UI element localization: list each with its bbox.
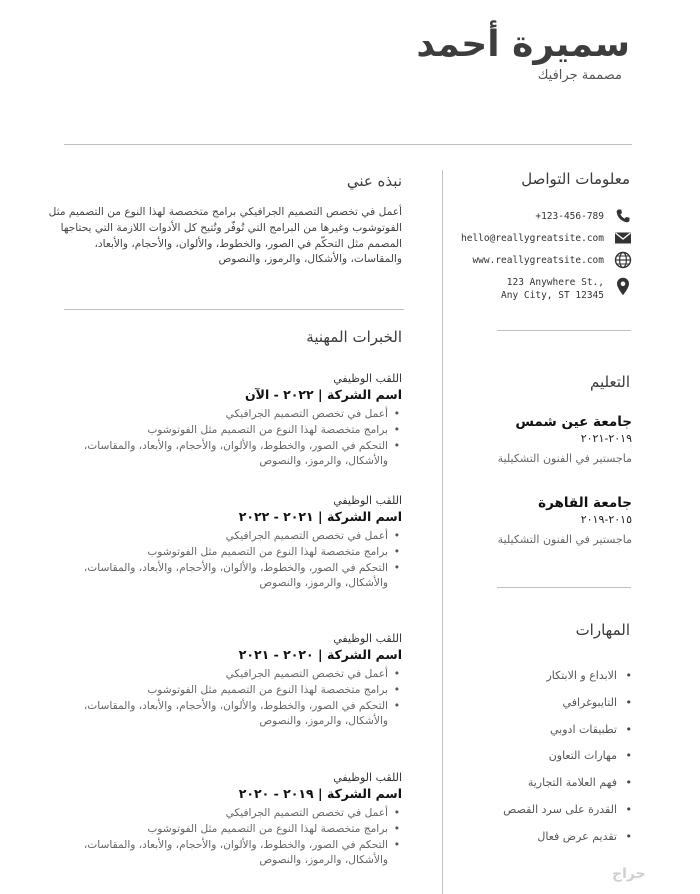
job-bullet: • برامج متخصصة لهذا النوع من التصميم مثل الفوتوشوب (42, 423, 402, 439)
skill-item: • فهم العلامة التجارية (503, 774, 632, 801)
column-divider (442, 170, 443, 894)
education-degree: ماجستير في الفنون التشكيلية (497, 452, 632, 465)
job-title: اللقب الوظيفي (333, 494, 402, 507)
contact-phone (535, 207, 632, 225)
skill-item: • تقديم عرض فعال (503, 828, 632, 855)
job-entry (42, 771, 402, 869)
job-bullet: • التحكم في الصور، والخطوط، والألوان، والأحجام، والأبعاد، والمقاسات، والأشكال، والرموز، والنصوص (42, 561, 402, 593)
location-pin-icon (614, 276, 632, 296)
skill-item: • التايبوغرافي (503, 694, 632, 721)
resume-name: سميرة أحمد (416, 24, 630, 65)
job-bullets (42, 667, 402, 730)
job-bullet: • التحكم في الصور، والخطوط، والألوان، والأحجام، والأبعاد، والمقاسات، والأشكال، والرموز، والنصوص (42, 699, 402, 731)
header-divider (64, 144, 632, 145)
job-company-dates: اسم الشركة | ٢٠٢٢ - الآن (244, 387, 402, 402)
watermark-logo: حراج (612, 866, 646, 882)
phone-icon (614, 207, 632, 225)
job-bullet: • أعمل في تخصص التصميم الجرافيكي (42, 407, 402, 423)
education-years: ٢٠١٥-٢٠١٩ (580, 513, 632, 526)
skill-item: • تطبيقات ادوبي (503, 721, 632, 748)
job-title: اللقب الوظيفي (333, 771, 402, 784)
skills-heading: المهارات (575, 621, 630, 639)
job-bullets (42, 529, 402, 592)
address-line-1: 123 Anywhere St., (506, 277, 604, 288)
contact-divider (497, 330, 631, 331)
address-text (501, 276, 604, 302)
address-line-2: Any City, ST 12345 (501, 290, 604, 301)
job-bullet: • التحكم في الصور، والخطوط، والألوان، والأحجام، والأبعاد، والمقاسات، والأشكال، والرموز، والنصوص (42, 838, 402, 870)
job-bullet: • برامج متخصصة لهذا النوع من التصميم مثل الفوتوشوب (42, 545, 402, 561)
job-bullet: • برامج متخصصة لهذا النوع من التصميم مثل الفوتوشوب (42, 683, 402, 699)
job-company-dates: اسم الشركة | ٢٠٢٠ - ٢٠٢١ (238, 647, 402, 662)
job-entry (42, 632, 402, 730)
job-company-dates: اسم الشركة | ٢٠١٩ - ٢٠٢٠ (238, 786, 402, 801)
job-bullet: • أعمل في تخصص التصميم الجرافيكي (42, 806, 402, 822)
about-heading: نبذه عني (346, 172, 402, 190)
contact-email (461, 229, 632, 247)
job-bullets (42, 407, 402, 470)
skill-item: • الابداع و الابتكار (503, 667, 632, 694)
skills-list (503, 667, 632, 855)
email-text: hello@reallygreatsite.com (461, 233, 604, 244)
contact-website (472, 251, 632, 269)
job-bullets (42, 806, 402, 869)
education-school: جامعة عين شمس (515, 414, 632, 430)
skill-item: • مهارات التعاون (503, 747, 632, 774)
about-text: أعمل في تخصص التصميم الجرافيكي برامج متخصصة لهذا النوع من التصميم مثل الفوتوشوب وغيرها من البرامج التي تُوفّر وتُتيح كل الأدوات اللازمة التي يحتاجها المصمم مثل التحكّم في الصور، والخطوط، والألوان، والأحجام، والأبعاد، والمقاسات، والأشكال، والرموز، والنصوص (48, 206, 402, 266)
job-title: اللقب الوظيفي (333, 632, 402, 645)
job-company-dates: اسم الشركة | ٢٠٢١ - ٢٠٢٢ (238, 509, 402, 524)
contact-heading: معلومات التواصل (521, 170, 630, 188)
education-years: ٢٠١٩-٢٠٢١ (580, 432, 632, 445)
website-text: www.reallygreatsite.com (472, 255, 604, 266)
about-divider (64, 309, 404, 310)
email-icon (614, 229, 632, 247)
experience-heading: الخبرات المهنية (306, 328, 402, 346)
job-title-subtitle: مصممة جرافيك (537, 68, 622, 83)
job-bullet: • أعمل في تخصص التصميم الجرافيكي (42, 667, 402, 683)
phone-text: +123-456-789 (535, 211, 604, 222)
job-bullet: • أعمل في تخصص التصميم الجرافيكي (42, 529, 402, 545)
education-degree: ماجستير في الفنون التشكيلية (497, 533, 632, 546)
contact-address (501, 276, 632, 302)
job-entry (42, 372, 402, 470)
job-bullet: • برامج متخصصة لهذا النوع من التصميم مثل الفوتوشوب (42, 822, 402, 838)
education-divider (497, 587, 631, 588)
job-bullet: • التحكم في الصور، والخطوط، والألوان، والأحجام، والأبعاد، والمقاسات، والأشكال، والرموز، والنصوص (42, 439, 402, 471)
education-school: جامعة القاهرة (538, 495, 632, 511)
education-heading: التعليم (590, 373, 630, 391)
skill-item: • القدرة على سرد القصص (503, 801, 632, 828)
globe-icon (614, 251, 632, 269)
job-entry (42, 494, 402, 592)
job-title: اللقب الوظيفي (333, 372, 402, 385)
